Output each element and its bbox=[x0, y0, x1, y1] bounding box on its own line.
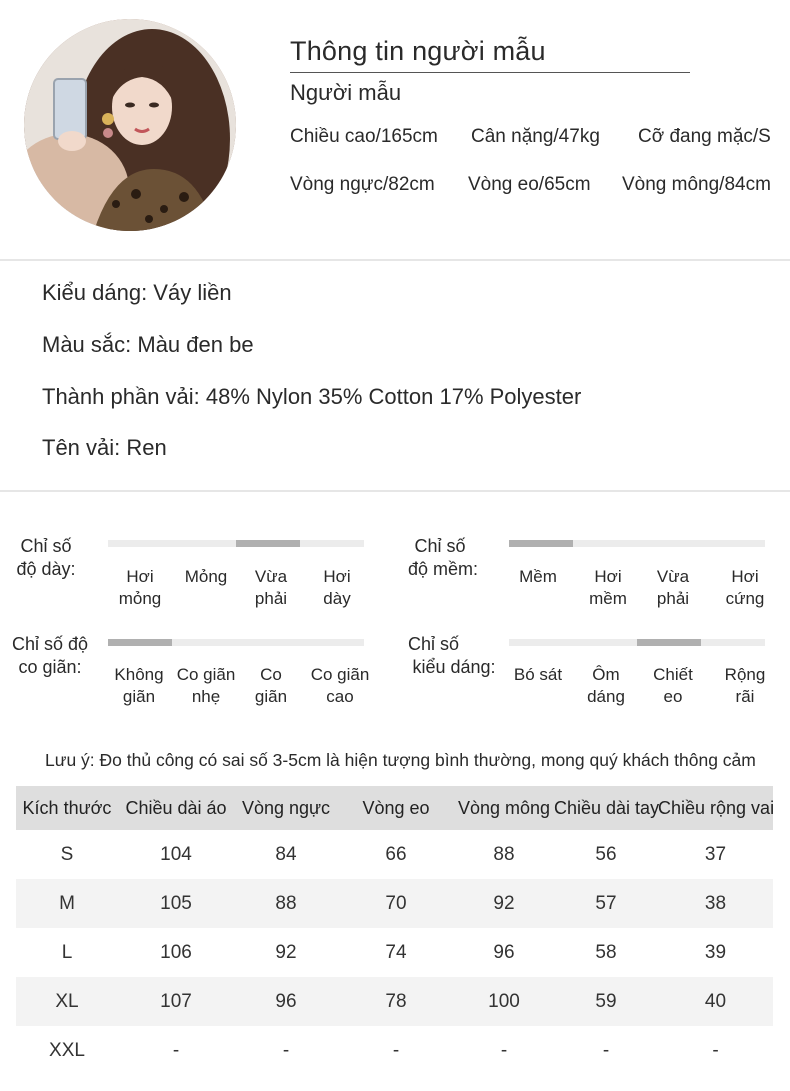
cell-size: M bbox=[59, 893, 75, 914]
softness-option-2: Hơi mềm bbox=[589, 567, 627, 608]
cell-size: S bbox=[60, 844, 74, 865]
cell-shoulder-width: 40 bbox=[704, 991, 727, 1012]
cell-shoulder-width: 38 bbox=[704, 893, 727, 914]
cell-waist: 66 bbox=[385, 844, 407, 865]
model-info-section bbox=[0, 0, 790, 258]
header-bust: Vòng ngực bbox=[241, 798, 331, 818]
product-color: Màu sắc: Màu đen be bbox=[42, 332, 254, 357]
model-avatar bbox=[24, 19, 236, 231]
model-info-title: Thông tin người mẫu bbox=[290, 36, 546, 66]
cell-shoulder-width: - bbox=[712, 1040, 719, 1061]
size-table-header bbox=[16, 786, 773, 830]
softness-label bbox=[408, 535, 479, 581]
title-underline bbox=[290, 72, 690, 73]
thickness-label bbox=[10, 535, 82, 581]
section-divider bbox=[0, 490, 790, 492]
header-sleeve-length: Chiều dài tay bbox=[554, 798, 660, 818]
cell-waist: 74 bbox=[385, 942, 407, 963]
model-hip: Vòng mông/84cm bbox=[622, 174, 771, 195]
cell-size: XXL bbox=[49, 1040, 85, 1061]
table-row bbox=[16, 977, 773, 1026]
softness-label-line2: độ mềm: bbox=[408, 559, 479, 579]
cell-hip: 100 bbox=[488, 991, 520, 1012]
cell-bust: 96 bbox=[275, 991, 297, 1012]
cell-hip: 92 bbox=[493, 893, 515, 914]
cell-sleeve-length: 57 bbox=[595, 893, 617, 914]
measurement-note: Lưu ý: Đo thủ công có sai số 3-5cm là hiện tượng bình thường, mong quý khách thông cảm bbox=[45, 750, 756, 770]
stretch-label-line1: Chỉ số độ bbox=[11, 634, 89, 654]
model-weight: Cân nặng/47kg bbox=[471, 126, 600, 147]
header-hip: Vòng mông bbox=[457, 798, 551, 818]
cell-hip: - bbox=[500, 1040, 508, 1061]
thickness-track bbox=[108, 540, 364, 547]
fit-option-1: Bó sát bbox=[513, 665, 563, 684]
softness-label-line1: Chỉ số bbox=[414, 536, 466, 556]
thickness-label-line2: độ dày: bbox=[16, 559, 76, 579]
fit-label-line2: kiểu dáng: bbox=[412, 657, 496, 677]
softness-option-3: Vừa phải bbox=[656, 567, 690, 608]
fit-option-4: Rộng rãi bbox=[724, 665, 766, 706]
stretch-option-3: Co giãn bbox=[254, 665, 288, 706]
cell-shoulder-width: 37 bbox=[704, 844, 727, 865]
product-fabric: Tên vải: Ren bbox=[42, 435, 167, 460]
model-info-subtitle: Người mẫu bbox=[290, 80, 402, 105]
model-bust: Vòng ngực/82cm bbox=[290, 174, 435, 195]
cell-sleeve-length: 56 bbox=[595, 844, 617, 865]
fit-label bbox=[408, 633, 500, 679]
table-row bbox=[16, 879, 773, 928]
cell-size: XL bbox=[55, 991, 79, 1012]
table-row bbox=[16, 928, 773, 977]
cell-size: L bbox=[61, 942, 73, 963]
stretch-option-2: Co giãn nhẹ bbox=[176, 665, 236, 706]
softness-option-1: Mềm bbox=[519, 567, 557, 586]
thickness-selected-segment bbox=[236, 540, 300, 547]
cell-hip: 88 bbox=[493, 844, 515, 865]
section-divider bbox=[0, 259, 790, 261]
thickness-option-2: Mỏng bbox=[184, 567, 228, 586]
thickness-option-3: Vừa phải bbox=[254, 567, 288, 608]
fit-option-3: Chiết eo bbox=[653, 665, 693, 706]
cell-sleeve-length: 59 bbox=[595, 991, 617, 1012]
stretch-label bbox=[8, 633, 92, 679]
cell-waist: - bbox=[392, 1040, 400, 1061]
cell-length: - bbox=[172, 1040, 180, 1061]
cell-length: 107 bbox=[160, 991, 192, 1012]
cell-shoulder-width: 39 bbox=[704, 942, 727, 963]
cell-sleeve-length: - bbox=[602, 1040, 610, 1061]
thickness-option-1: Hơi mỏng bbox=[118, 567, 162, 608]
table-row bbox=[16, 1026, 773, 1075]
table-row bbox=[16, 830, 773, 879]
header-length: Chiều dài áo bbox=[125, 798, 227, 818]
fit-option-2: Ôm dáng bbox=[587, 665, 625, 706]
cell-length: 104 bbox=[160, 844, 192, 865]
cell-bust: 84 bbox=[275, 844, 297, 865]
stretch-option-4: Co giãn cao bbox=[310, 665, 370, 706]
cell-length: 106 bbox=[160, 942, 192, 963]
model-waist: Vòng eo/65cm bbox=[468, 174, 591, 195]
fit-label-line1: Chỉ số bbox=[408, 634, 460, 654]
cell-hip: 96 bbox=[493, 942, 515, 963]
thickness-option-4: Hơi dày bbox=[323, 567, 351, 608]
header-shoulder-width: Chiều rộng vai bbox=[658, 798, 775, 818]
stretch-selected-segment bbox=[108, 639, 172, 646]
cell-bust: 88 bbox=[275, 893, 297, 914]
header-size: Kích thước bbox=[22, 798, 112, 818]
header-waist: Vòng eo bbox=[362, 798, 430, 818]
thickness-label-line1: Chỉ số bbox=[20, 536, 72, 556]
softness-selected-segment bbox=[509, 540, 573, 547]
softness-track bbox=[509, 540, 765, 547]
model-height: Chiều cao/165cm bbox=[290, 126, 438, 147]
stretch-label-line2: co giãn: bbox=[18, 657, 82, 677]
cell-length: 105 bbox=[160, 893, 192, 914]
cell-sleeve-length: 58 bbox=[595, 942, 617, 963]
cell-bust: 92 bbox=[275, 942, 297, 963]
cell-bust: - bbox=[282, 1040, 290, 1061]
product-style: Kiểu dáng: Váy liền bbox=[42, 280, 232, 305]
stretch-option-1: Không giãn bbox=[114, 665, 164, 706]
model-photo-illustration bbox=[24, 19, 236, 231]
product-composition: Thành phần vải: 48% Nylon 35% Cotton 17% Polyester bbox=[42, 384, 582, 409]
cell-waist: 78 bbox=[385, 991, 407, 1012]
cell-waist: 70 bbox=[385, 893, 407, 914]
fit-track bbox=[509, 639, 765, 646]
fit-selected-segment bbox=[637, 639, 701, 646]
softness-option-4: Hơi cứng bbox=[725, 567, 765, 608]
model-size-worn: Cỡ đang mặc/S bbox=[638, 126, 771, 147]
stretch-track bbox=[108, 639, 364, 646]
